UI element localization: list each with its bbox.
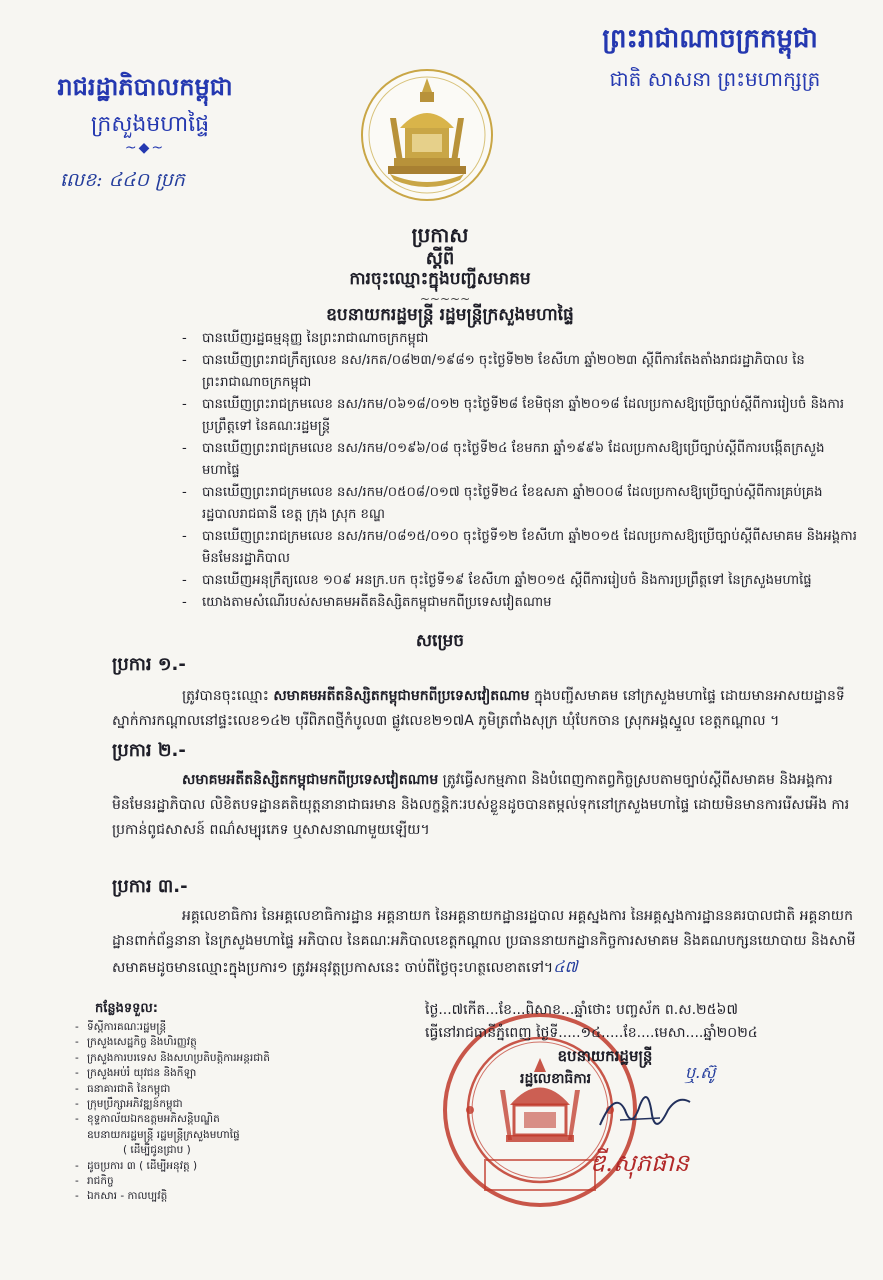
recipient-item: - ក្រសួងសេដ្ឋកិច្ច និងហិរញ្ញវត្ថុ: [75, 1035, 375, 1050]
subject-divider: ~~~~~: [419, 292, 471, 306]
recipient-item: - ក្រសួងអប់រំ យុវជន និងកីឡា: [75, 1066, 375, 1081]
consideration-item: - បានឃើញព្រះរាជក្រមលេខ នស/រកម/០៥០៨/០១៧ ចុះថ្ងៃទី២៤ ខែឧសភា ឆ្នាំ២០០៨ ដែលប្រកាសឱ្យប្រើច្បាប់ស្ដីពីការគ្រប់គ្រងរដ្ឋបាលរាជធានី ខេត្ត ក្រុង ស្រុក ខណ្ឌ: [178, 482, 858, 526]
recipient-item: - ទីស្ដីការគណៈរដ្ឋមន្ត្រី: [75, 1020, 375, 1035]
consideration-item: - បានឃើញព្រះរាជក្រឹត្យលេខ នស/រកត/០៨២៣/១៩៨១ ចុះថ្ងៃទី២២ ខែសីហា ឆ្នាំ២០២៣ ស្ដីពីការតែងតាំងរាជរដ្ឋាភិបាល នៃព្រះរាជាណាចក្រកម្ពុជា: [178, 350, 858, 394]
consideration-item: - បានឃើញរដ្ឋធម្មនុញ្ញ នៃព្រះរាជាណាចក្រកម្ពុជា: [178, 328, 858, 350]
consideration-item: - យោងតាមសំណើរបស់សមាគមអតីតនិស្សិតកម្ពុជាមកពីប្រទេសវៀតណាម: [178, 592, 858, 614]
article-1-heading: ប្រការ ១.-: [112, 654, 186, 675]
article-3-body: [112, 904, 862, 981]
association-name: សមាគមអតីតនិស្សិតកម្ពុជាមកពីប្រទេសវៀតណាម: [182, 772, 439, 788]
recipient-item: - ខុទ្ទកាល័យឯកឧត្ដមអភិសន្តិបណ្ឌិត: [75, 1112, 375, 1127]
recipient-item: ឧបនាយករដ្ឋមន្ត្រី រដ្ឋមន្ត្រីក្រសួងមហាផ្ទៃ: [87, 1128, 240, 1141]
signer-title: រដ្ឋលេខាធិការ: [520, 1071, 592, 1087]
reference-number: លេខ: ៤៤០ ប្រក: [60, 169, 185, 191]
handwritten-mark: ៤៧: [553, 957, 578, 976]
header-ornament: ~◆~: [124, 140, 166, 156]
issuer-title: ឧបនាយករដ្ឋមន្ត្រី រដ្ឋមន្ត្រីក្រសួងមហាផ្ទៃ: [326, 305, 574, 325]
article-2-heading: ប្រការ ២.-: [112, 740, 186, 761]
considerations-list: [178, 328, 858, 614]
recipient-item: - ក្រសួងការបរទេស និងសហប្រតិបត្តិការអន្តរជាតិ: [75, 1051, 375, 1066]
recipients-title: កន្លែងទទួល:: [95, 1001, 158, 1016]
recipient-item: - ក្រុមប្រឹក្សាអភិវឌ្ឍន៍កម្ពុជា: [75, 1097, 375, 1112]
kingdom-title: ព្រះរាជាណាចក្រកម្ពុជា: [602, 24, 818, 54]
lunar-date: ថ្ងៃ...៧កើត...ខែ...ពិសាខ...ឆ្នាំថោះ បញ្ចស័ក ព.ស.២៥៦៧: [425, 1002, 738, 1018]
recipient-item: - រាជកិច្ច: [75, 1174, 375, 1189]
article-3-heading: ប្រការ ៣.-: [112, 876, 188, 897]
national-motto: ជាតិ សាសនា ព្រះមហាក្សត្រ: [609, 67, 821, 91]
royal-emblem-icon: [360, 68, 495, 203]
government-title: រាជរដ្ឋាភិបាលកម្ពុជា: [57, 73, 233, 101]
document-about: ស្ដីពី: [425, 248, 455, 269]
article-3-text: អគ្គលេខាធិការ នៃអគ្គលេខាធិការដ្ឋាន អគ្គនាយក នៃអគ្គនាយកដ្ឋានរដ្ឋបាល អគ្គស្នងការ នៃអគ្គស្នងការដ្ឋាននគរបាលជាតិ អគ្គនាយកដ្ឋានពាក់ព័ន្ធនានា នៃក្រសួងមហាផ្ទៃ អភិបាល នៃគណៈអភិបាលខេត្តកណ្ដាល ប្រធាននាយកដ្ឋានកិច្ចការសមាគម និងគណបក្សនយោបាយ និងសាមីសមាគមដូចមានឈ្មោះក្នុងប្រការ១ ត្រូវអនុវត្តប្រកាសនេះ ចាប់ពីថ្ងៃចុះហត្ថលេខាតទៅ។: [112, 908, 856, 976]
document-subject: ការចុះឈ្មោះក្នុងបញ្ជីសមាគម: [349, 269, 531, 289]
article-1-prefix: ត្រូវបានចុះឈ្មោះ: [182, 688, 274, 704]
decision-heading: សម្រេច: [415, 631, 465, 651]
consideration-item: - បានឃើញព្រះរាជក្រមលេខ នស/រកម/០៦១៨/០១២ ចុះថ្ងៃទី២៨ ខែមិថុនា ឆ្នាំ២០១៨ ដែលប្រកាសឱ្យប្រើច្បាប់ស្ដីពីការរៀបចំ និងការប្រព្រឹត្តទៅ នៃគណៈរដ្ឋមន្ត្រី: [178, 394, 858, 438]
signer-role: ឧបនាយករដ្ឋមន្ត្រី: [557, 1047, 653, 1065]
consideration-item: - បានឃើញព្រះរាជក្រមលេខ នស/រកម/០៨១៥/០១០ ចុះថ្ងៃទី១២ ខែសីហា ឆ្នាំ២០១៥ ដែលប្រកាសឱ្យប្រើច្បាប់ស្ដីពីសមាគម និងអង្គការមិនមែនរដ្ឋាភិបាល: [178, 526, 858, 570]
association-name: សមាគមអតីតនិស្សិតកម្ពុជាមកពីប្រទេសវៀតណាម: [273, 688, 530, 704]
recipient-item: ( ដើម្បីជូនជ្រាប ): [123, 1144, 191, 1157]
signature-icon: [590, 1080, 700, 1140]
consideration-item: - បានឃើញអនុក្រឹត្យលេខ ១០៩ អនក្រ.បក ចុះថ្ងៃទី១៩ ខែសីហា ឆ្នាំ២០១៥ ស្ដីពីការរៀបចំ និងការប្រព្រឹត្តទៅ នៃក្រសួងមហាផ្ទៃ: [178, 570, 858, 592]
recipient-item: - ដូចប្រការ ៣ ( ដើម្បីអនុវត្ត ): [75, 1159, 375, 1174]
consideration-item: - បានឃើញព្រះរាជក្រមលេខ នស/រកម/០១៩៦/០៨ ចុះថ្ងៃទី២៤ ខែមករា ឆ្នាំ១៩៩៦ ដែលប្រកាសឱ្យប្រើច្បាប់ស្ដីពីការបង្កើតក្រសួងមហាផ្ទៃ: [178, 438, 858, 482]
recipient-item: - ឯកសារ - កាលប្បវត្តិ: [75, 1189, 375, 1204]
recipient-item: - ធនាគារជាតិ នៃកម្ពុជា: [75, 1082, 375, 1097]
recipients-list: [75, 1020, 375, 1205]
article-2-body: [112, 768, 862, 843]
document-type: ប្រកាស: [411, 223, 469, 247]
handwritten-initials: ឬ.ស៊ូ: [685, 1063, 716, 1082]
article-1-text: ក្នុងបញ្ជីសមាគម នៅក្រសួងមហាផ្ទៃ ដោយមានអាសយដ្ឋានទីស្នាក់ការកណ្ដាលនៅផ្ទះលេខ១៤២ បុរីពិភពថ្មីកំបូល៣ ផ្លូវលេខ២១៧A ភូមិត្រពាំងសុក្រ ឃុំបែកចាន ស្រុកអង្គស្នួល ខេត្តកណ្ដាល ។: [112, 688, 845, 729]
ministry-title: ក្រសួងមហាផ្ទៃ: [90, 112, 210, 137]
solar-date: ធ្វើនៅរាជធានីភ្នំពេញ ថ្ងៃទី.....១៤.....ខែ....មេសា....ឆ្នាំ២០២៤: [425, 1025, 758, 1041]
article-1-body: [112, 684, 862, 734]
signer-name: ឌី.សុភផាន: [590, 1149, 690, 1177]
article-2-text: ត្រូវធ្វើសកម្មភាព និងបំពេញកាតព្វកិច្ចស្របតាមច្បាប់ស្ដីពីសមាគម និងអង្គការមិនមែនរដ្ឋាភិបាល លិខិតបទដ្ឋានគតិយុត្តនានាជាធរមាន និងលក្ខន្តិកៈរបស់ខ្លួនដូចបានតម្កល់ទុកនៅក្រសួងមហាផ្ទៃ ដោយមិនមានការរើសអើង ការប្រកាន់ពូជសាសន៍ ពណ៌សម្បុរភេទ ឬសាសនាណាមួយឡើយ។: [112, 772, 850, 838]
